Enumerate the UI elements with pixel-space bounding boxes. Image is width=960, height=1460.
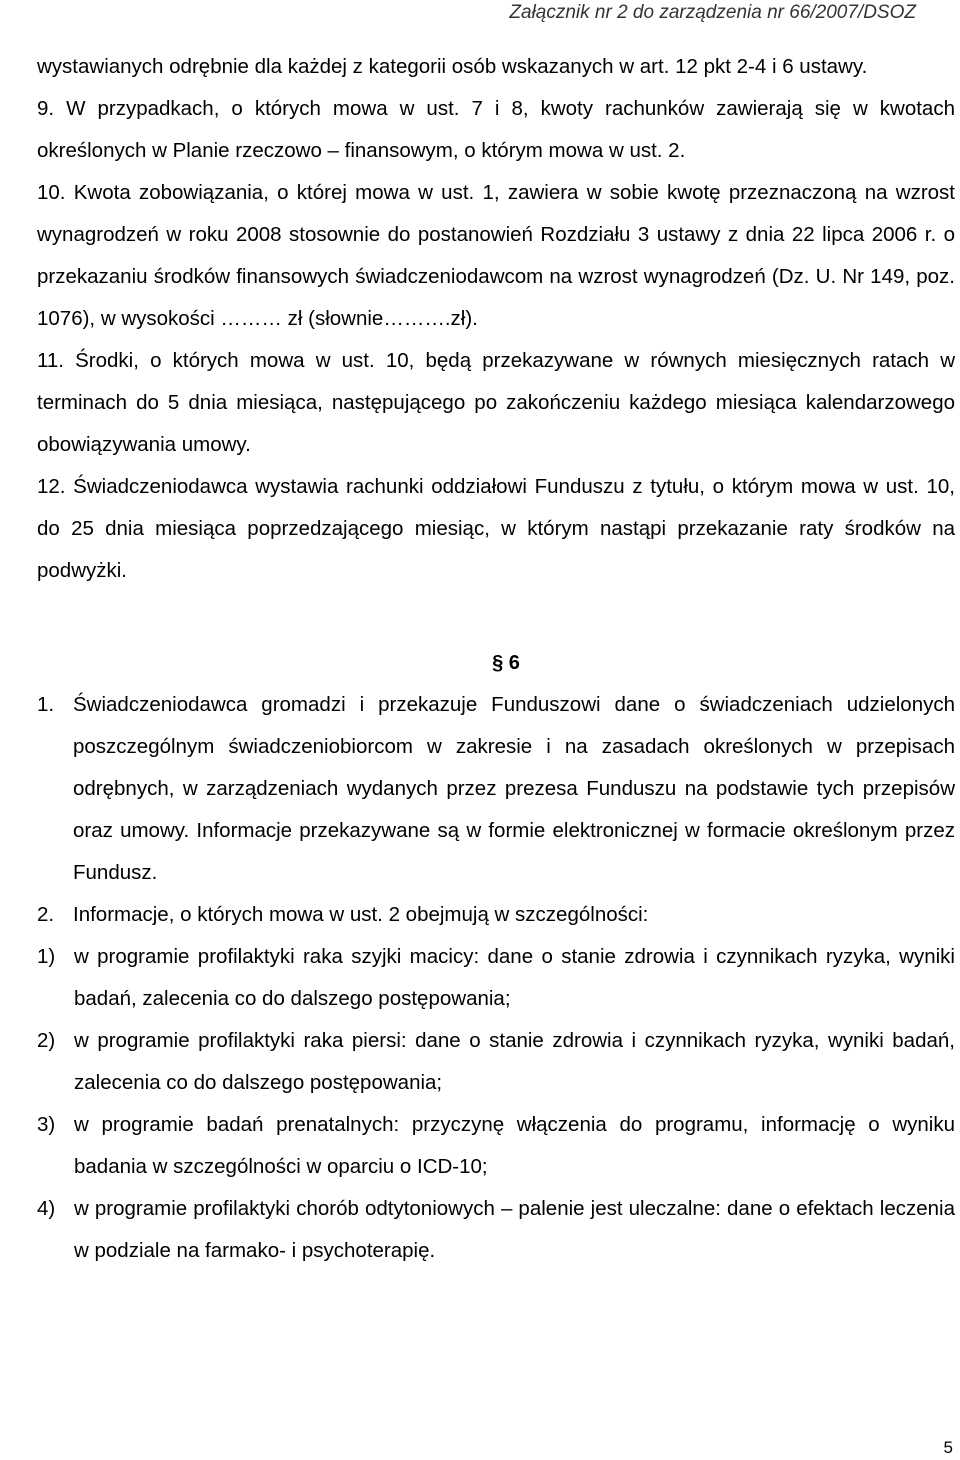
paragraph-10: 10. Kwota zobowiązania, o której mowa w ust. 1, zawiera w sobie kwotę przeznaczoną na wzrost wynagrodzeń w roku 2008 stosownie do postanowień Rozdziału 3 ustawy z dnia 22 lipca 2006 r. o przekazaniu środków finansowych świadczeniodawcom na wzrost wynagrodzeń (Dz. U. Nr 149, poz. 1076), w wysokości ……… zł (słownie……….zł). (37, 181, 955, 330)
paragraph-11: 11. Środki, o których mowa w ust. 10, będą przekazywane w równych miesięcznych ratach w terminach do 5 dnia miesiąca, następującego po zakończeniu każdego miesiąca kalendarzowego obowiązywania umowy. (37, 349, 955, 456)
sub-item-2 (37, 1020, 955, 1104)
sub-item-text: w programie profilaktyki raka szyjki macicy: dane o stanie zdrowia i czynnikach ryzyka, wyniki badań, zalecenia co do dalszego postępowania; (74, 945, 955, 1010)
item-text: Informacje, o których mowa w ust. 2 obejmują w szczególności: (73, 903, 649, 926)
sub-item-4 (37, 1188, 955, 1272)
sub-item-text: w programie profilaktyki raka piersi: dane o stanie zdrowia i czynnikach ryzyka, wyniki badań, zalecenia co do dalszego postępowania; (74, 1029, 955, 1094)
sub-item-text: w programie profilaktyki chorób odtytoniowych – palenie jest uleczalne: dane o efektach leczenia w podziale na farmako- i psychoterapię. (74, 1197, 955, 1262)
section-item-2 (37, 894, 955, 936)
page-header: Załącznik nr 2 do zarządzenia nr 66/2007/DSOZ (509, 2, 916, 23)
sub-item-number: 4) (37, 1197, 56, 1220)
section-item-1 (37, 684, 955, 894)
sub-items (37, 936, 955, 1272)
sub-item-1 (37, 936, 955, 1020)
paragraph-12: 12. Świadczeniodawca wystawia rachunki oddziałowi Funduszu z tytułu, o którym mowa w ust. 10, do 25 dnia miesiąca poprzedzającego miesiąc, w którym nastąpi przekazanie raty środków na podwyżki. (37, 475, 955, 582)
sub-item-number: 1) (37, 945, 56, 968)
document-body (37, 46, 955, 1272)
sub-item-number: 2) (37, 1029, 56, 1052)
page-number: 5 (943, 1438, 953, 1457)
paragraph-9: 9. W przypadkach, o których mowa w ust. 7 i 8, kwoty rachunków zawierają się w kwotach określonych w Planie rzeczowo – finansowym, o którym mowa w ust. 2. (37, 97, 955, 162)
section-heading: § 6 (492, 652, 520, 674)
paragraph-continuation: wystawianych odrębnie dla każdej z kategorii osób wskazanych w art. 12 pkt 2-4 i 6 ustawy. (37, 55, 868, 78)
sub-item-3 (37, 1104, 955, 1188)
item-number: 1. (37, 693, 55, 716)
section-items (37, 684, 955, 936)
item-number: 2. (37, 903, 55, 926)
sub-item-number: 3) (37, 1113, 56, 1136)
sub-item-text: w programie badań prenatalnych: przyczynę włączenia do programu, informację o wyniku badania w szczególności w oparciu o ICD-10; (74, 1113, 955, 1178)
item-text: Świadczeniodawca gromadzi i przekazuje Funduszowi dane o świadczeniach udzielonych poszczególnym świadczeniobiorcom w zakresie i na zasadach określonych w przepisach odrębnych, w zarządzeniach wydanych przez prezesa Funduszu na podstawie tych przepisów oraz umowy. Informacje przekazywane są w formie elektronicznej w formacie określonym przez Fundusz. (73, 693, 955, 884)
